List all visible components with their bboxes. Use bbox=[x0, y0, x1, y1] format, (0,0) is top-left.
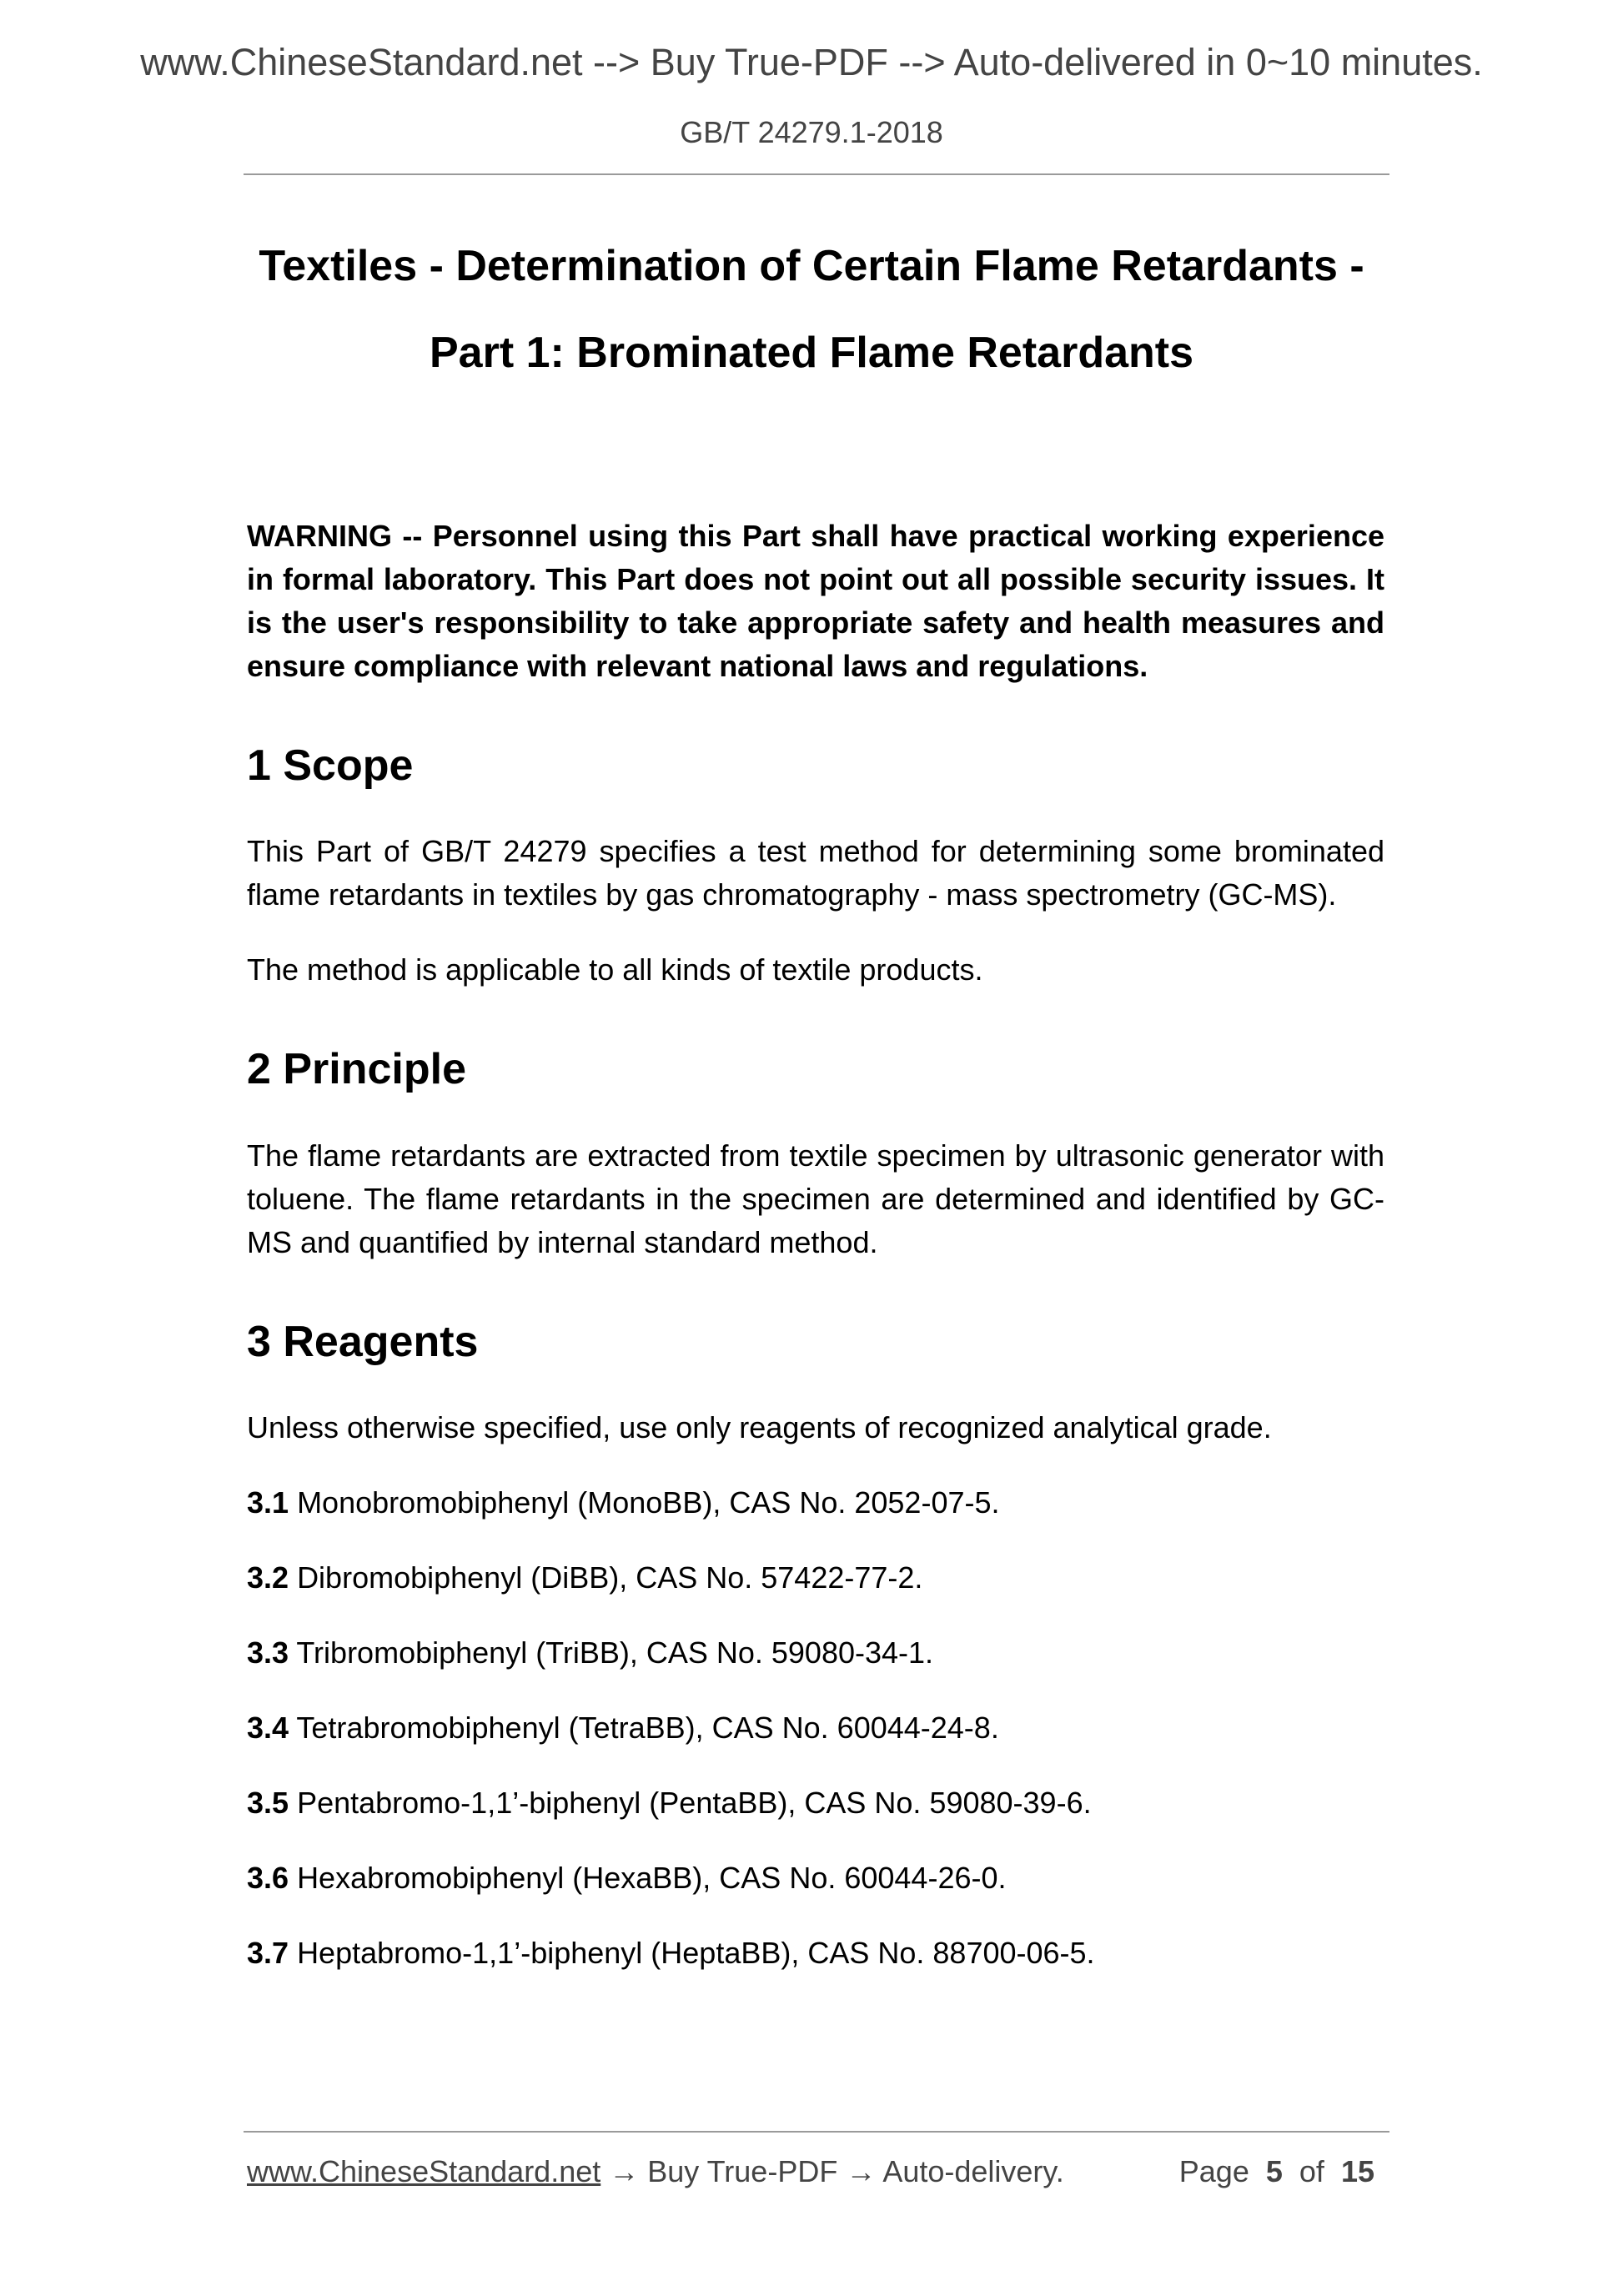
reagent-text: Hexabromobiphenyl (HexaBB), CAS No. 60044-26-0. bbox=[297, 1861, 1007, 1896]
reagent-text: Dibromobiphenyl (DiBB), CAS No. 57422-77-2. bbox=[297, 1560, 923, 1595]
reagent-item bbox=[247, 1706, 1384, 1750]
section-heading-reagents: 3 Reagents bbox=[247, 1317, 479, 1366]
scope-paragraph-2: The method is applicable to all kinds of textile products. bbox=[247, 952, 983, 987]
reagent-item bbox=[247, 1932, 1384, 1975]
reagent-number: 3.2 bbox=[247, 1560, 289, 1595]
reagent-text: Monobromobiphenyl (MonoBB), CAS No. 2052-07-5. bbox=[297, 1485, 1000, 1520]
reagent-item bbox=[247, 1856, 1384, 1900]
page-current: 5 bbox=[1265, 2154, 1283, 2188]
reagents-intro: Unless otherwise specified, use only reagents of recognized analytical grade. bbox=[247, 1410, 1272, 1445]
page-number bbox=[1179, 2153, 1374, 2189]
reagent-text: Pentabromo-1,1’-biphenyl (PentaBB), CAS No. 59080-39-6. bbox=[297, 1786, 1092, 1821]
reagent-number: 3.1 bbox=[247, 1485, 289, 1520]
warning-paragraph: WARNING -- Personnel using this Part shall have practical working experience in formal laboratory. This Part does not point out all possible security issues. It is the user's responsibility to take appropriate safety and health measures and ensure compliance with relevant national laws and regulations. bbox=[247, 519, 1384, 683]
page-of-label: of bbox=[1299, 2154, 1324, 2188]
reagent-number: 3.4 bbox=[247, 1711, 289, 1746]
footer-divider bbox=[244, 2131, 1389, 2133]
reagent-number: 3.7 bbox=[247, 1936, 289, 1971]
section-heading-scope: 1 Scope bbox=[247, 741, 414, 790]
reagent-text: Tribromobiphenyl (TriBB), CAS No. 59080-34-1. bbox=[296, 1635, 934, 1671]
footer-site-link[interactable]: www.ChineseStandard.net bbox=[247, 2154, 601, 2188]
reagent-text: Heptabromo-1,1’-biphenyl (HeptaBB), CAS No. 88700-06-5. bbox=[297, 1936, 1095, 1971]
reagent-number: 3.3 bbox=[247, 1635, 289, 1671]
document-code: GB/T 24279.1-2018 bbox=[680, 115, 943, 149]
reagent-item bbox=[247, 1781, 1384, 1825]
document-body bbox=[247, 515, 1384, 1975]
principle-paragraph-1: The flame retardants are extracted from textile specimen by ultrasonic generator with toluene. The flame retardants in the specimen are determined and identified by GC-MS and quantified by internal standard method. bbox=[247, 1138, 1384, 1259]
reagent-item bbox=[247, 1481, 1384, 1525]
reagent-text: Tetrabromobiphenyl (TetraBB), CAS No. 60044-24-8. bbox=[296, 1711, 999, 1746]
page-label: Page bbox=[1178, 2154, 1249, 2188]
top-banner: www.ChineseStandard.net --> Buy True-PDF --> Auto-delivered in 0~10 minutes. bbox=[140, 41, 1483, 83]
reagent-item bbox=[247, 1556, 1384, 1600]
scope-paragraph-1: This Part of GB/T 24279 specifies a test method for determining some brominated flame retardants in textiles by gas chromatography - mass spectrometry (GC-MS). bbox=[247, 834, 1384, 912]
document-title-line-2: Part 1: Brominated Flame Retardants bbox=[429, 329, 1194, 377]
page-total: 15 bbox=[1340, 2154, 1374, 2188]
header-divider bbox=[244, 173, 1389, 175]
footer-promo bbox=[247, 2153, 1064, 2189]
reagent-number: 3.5 bbox=[247, 1786, 289, 1821]
footer-promo-text: → Buy True-PDF → Auto-delivery. bbox=[600, 2154, 1064, 2188]
reagent-number: 3.6 bbox=[247, 1861, 289, 1896]
document-title-line-1: Textiles - Determination of Certain Flame Retardants - bbox=[259, 242, 1364, 290]
reagent-item bbox=[247, 1631, 1384, 1675]
section-heading-principle: 2 Principle bbox=[247, 1045, 466, 1094]
